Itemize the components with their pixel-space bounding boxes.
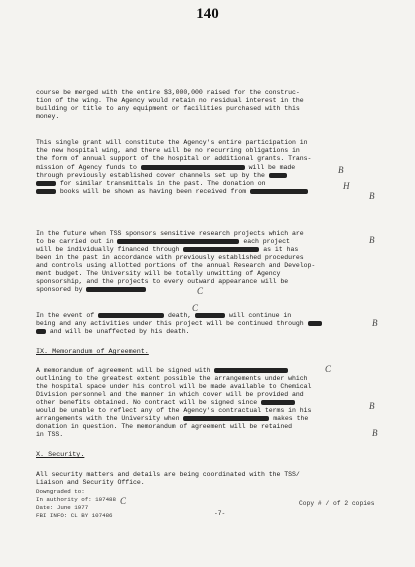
redaction-mark — [36, 189, 56, 194]
text-segment: being and any activities under this project will be continued through — [36, 320, 304, 327]
text-line: the hospital space under his control will be made available to Chemical — [36, 383, 312, 390]
text-segment: mission of Agency funds to — [36, 164, 137, 171]
text-line — [36, 238, 290, 246]
text-line: Liaison and Security Office. — [36, 479, 145, 486]
text-line: Division personnel and the manner in which cover will be provided and — [36, 391, 304, 398]
text-line: This single grant will constitute the Agency's entire participation in — [36, 139, 308, 146]
text-segment: makes the — [273, 415, 309, 422]
redaction-mark — [183, 416, 269, 421]
redaction-mark — [195, 313, 225, 318]
page-number: 140 — [196, 6, 219, 22]
margin-mark: B — [372, 318, 378, 328]
text-line — [36, 320, 322, 328]
text-line: in TSS. — [36, 431, 64, 438]
text-segment: A memorandum of agreement will be signed with — [36, 367, 211, 374]
text-line: In the future when TSS sponsors sensitive research projects which are — [36, 230, 304, 237]
redaction-mark — [98, 313, 164, 318]
margin-mark: B — [369, 235, 375, 245]
text-line: the new hospital wing, and there will be no recurring obligations in — [36, 147, 300, 154]
text-line — [36, 188, 308, 196]
margin-mark: B — [369, 401, 375, 411]
text-line — [36, 172, 287, 180]
margin-mark: C — [325, 364, 332, 374]
text-segment: for similar transmittals in the past. The donation on — [59, 180, 266, 187]
redaction-mark — [261, 400, 295, 405]
text-line: tion of the wing. The Agency would retain no residual interest in the — [36, 97, 304, 104]
text-line: building or title to any equipment or facilities purchased with this — [36, 105, 300, 112]
text-line: donation in question. The memorandum of agreement will be retained — [36, 423, 292, 430]
text-line: course be merged with the entire $3,000,000 raised for the construc- — [36, 89, 300, 96]
declassification-stamp: Date: June 1977 — [36, 504, 89, 511]
margin-mark: C — [192, 303, 199, 313]
text-line: would be unable to reflect any of the Agency's contractual terms in his — [36, 407, 312, 414]
text-line: the form of annual support of the hospital or additional grants. Trans- — [36, 155, 312, 162]
section-heading: IX. Memorandum of Agreement. — [36, 348, 149, 356]
text-line — [36, 367, 288, 375]
redaction-mark — [36, 181, 56, 186]
text-segment: will be individually financed through — [36, 246, 180, 253]
text-segment: death, — [167, 312, 192, 319]
text-line: outlining to the greatest extent possible the arrangements under which — [36, 375, 308, 382]
text-line: been in the past in accordance with previously established procedures — [36, 254, 304, 261]
text-line: All security matters and details are being coordinated with the TSS/ — [36, 471, 300, 478]
text-line: ment budget. The University will be totally unwitting of Agency — [36, 270, 281, 277]
redaction-mark — [183, 247, 259, 252]
margin-mark: H — [343, 181, 350, 191]
page-mark: -7- — [214, 510, 226, 517]
text-segment: will be made — [248, 164, 296, 171]
text-segment: to be carried out in — [36, 238, 114, 245]
text-segment: through previously established cover channels set up by the — [36, 172, 265, 179]
redaction-mark — [141, 165, 245, 170]
text-line — [36, 415, 308, 423]
margin-mark: B — [338, 165, 344, 175]
text-line — [36, 180, 265, 188]
redaction-mark — [269, 173, 287, 178]
copy-number: Copy # / of 2 copies — [299, 500, 375, 507]
text-segment: sponsored by — [36, 286, 83, 293]
redaction-mark — [86, 287, 146, 292]
margin-mark: C — [197, 286, 204, 296]
text-segment: books will be shown as having been received from — [59, 188, 247, 195]
text-line: sponsorship, and the projects to every outward appearance will be — [36, 278, 289, 285]
text-line — [36, 399, 295, 407]
text-line: and controls using allotted portions of the annual Research and Develop- — [36, 262, 316, 269]
text-segment: and will be unaffected by his death. — [49, 328, 190, 335]
text-segment: will continue in — [229, 312, 292, 319]
text-segment: each project — [243, 238, 290, 245]
margin-mark: B — [369, 191, 375, 201]
declassification-stamp: Downgraded to: — [36, 488, 85, 495]
text-line — [36, 164, 295, 172]
text-line — [36, 312, 291, 320]
redaction-mark — [117, 239, 239, 244]
text-segment: as it has — [263, 246, 299, 253]
declassification-stamp: FBI INFO: CL BY 107486 — [36, 512, 113, 519]
text-line — [36, 328, 190, 336]
redaction-mark — [214, 368, 288, 373]
margin-mark: C — [120, 496, 127, 506]
text-segment: In the event of — [36, 312, 95, 319]
text-line — [36, 286, 146, 294]
text-segment: arrangements with the University when — [36, 415, 180, 422]
declassification-stamp: In authority of: 107488 — [36, 496, 117, 503]
section-heading: X. Security. — [36, 451, 85, 459]
redaction-mark — [250, 189, 308, 194]
text-line: money. — [36, 113, 60, 120]
margin-mark: B — [372, 428, 378, 438]
text-line — [36, 246, 298, 254]
redaction-mark — [36, 329, 46, 334]
text-segment: other benefits obtained. No contract will be signed since — [36, 399, 258, 406]
redaction-mark — [308, 321, 322, 326]
